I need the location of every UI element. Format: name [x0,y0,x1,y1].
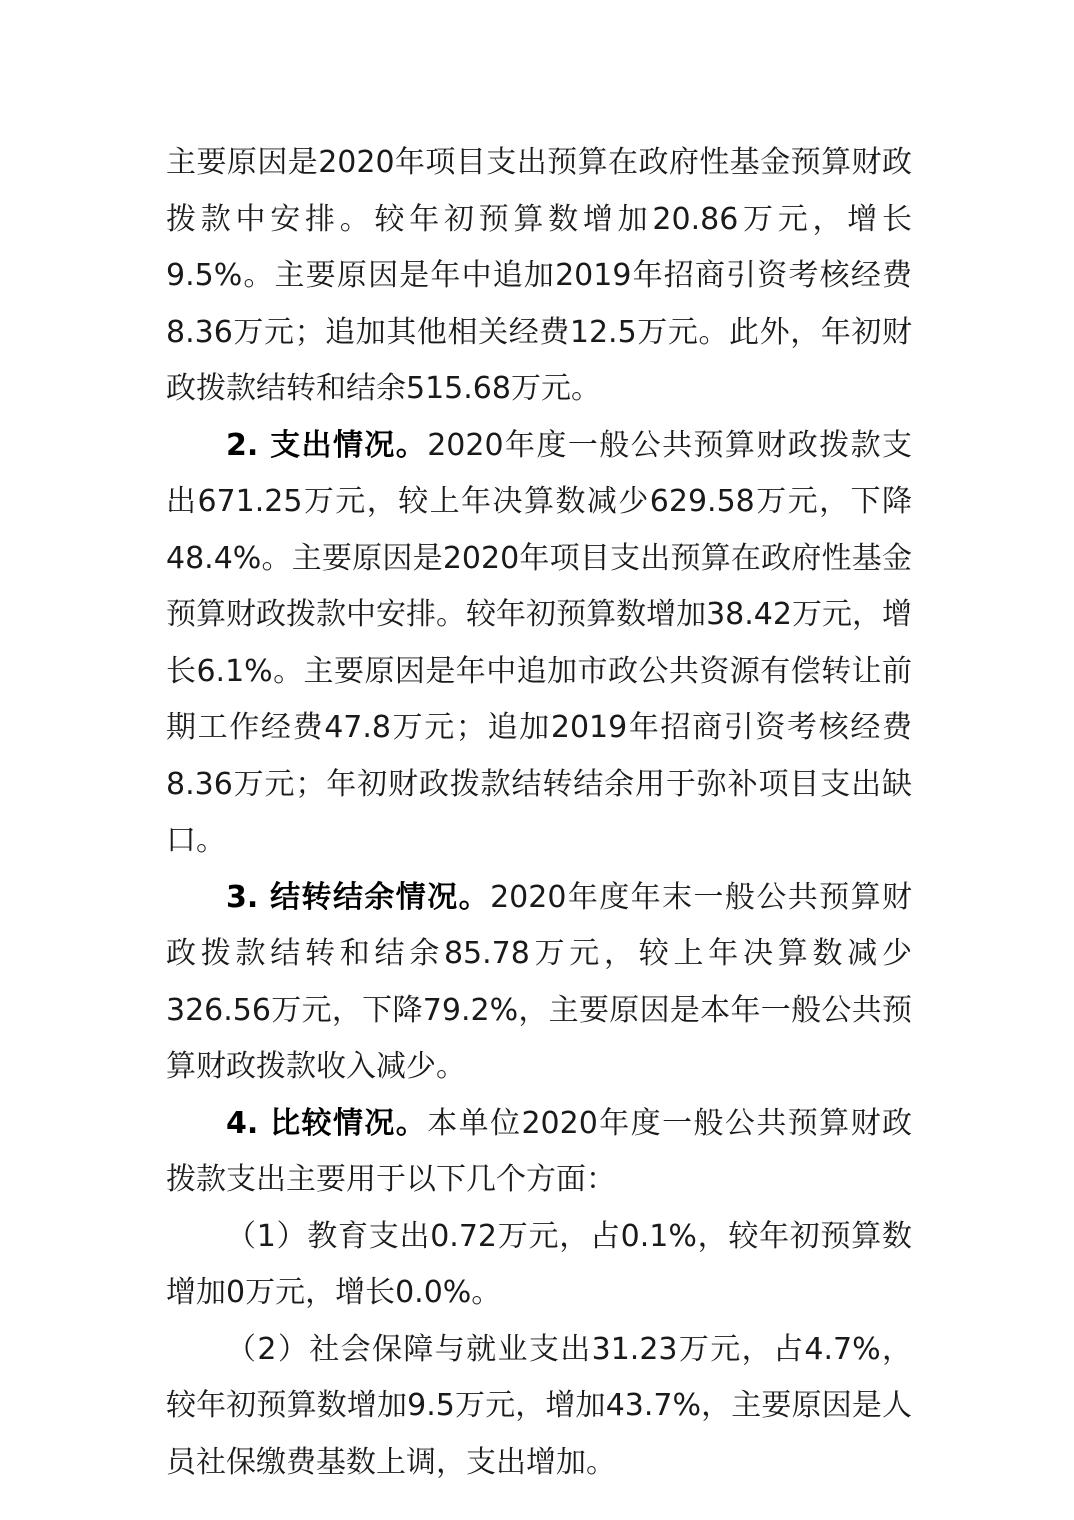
paragraph-text: 2020年度一般公共预算财政拨款支出671.25万元，较上年决算数减少629.58万元，下降48.4%。主要原因是2020年项目支出预算在政府性基金预算财政拨款中安排。较年初预算数增加38.42万元，增长6.1%。主要原因是年中追加市政公共资源有偿转让前期工作经费47.8万元；追加2019年招商引资考核经费8.36万元；年初财政拨款结转结余用于弥补项目支出缺口。 [166,427,912,858]
section-heading: 4. 比较情况。 [226,1105,428,1141]
list-item-education [166,1209,912,1322]
paragraph-text: 2020年度年末一般公共预算财政拨款结转和结余85.78万元，较上年决算数减少326.56万元，下降79.2%，主要原因是本年一般公共预算财政拨款收入减少。 [166,879,912,1084]
list-item-text: （1）教育支出0.72万元，占0.1%，较年初预算数增加0万元，增长0.0%。 [166,1218,912,1310]
section-heading: 3. 结转结余情况。 [226,879,491,915]
paragraph-continuation [166,135,912,418]
paragraph-carryover [166,870,912,1096]
paragraph-text: 本单位2020年度一般公共预算财政拨款支出主要用于以下几个方面： [166,1105,912,1197]
document-page [166,135,912,1491]
paragraph-expenditure [166,418,912,870]
paragraph-text: 主要原因是2020年项目支出预算在政府性基金预算财政拨款中安排。较年初预算数增加20.86万元，增长9.5%。主要原因是年中追加2019年招商引资考核经费8.36万元；追加其他相关经费12.5万元。此外，年初财政拨款结转和结余515.68万元。 [166,145,912,406]
list-item-text: （2）社会保障与就业支出31.23万元，占4.7%，较年初预算数增加9.5万元，增加43.7%，主要原因是人员社保缴费基数上调，支出增加。 [166,1331,912,1480]
list-item-social-security [166,1322,912,1492]
paragraph-comparison [166,1096,912,1209]
section-heading: 2. 支出情况。 [226,427,428,463]
